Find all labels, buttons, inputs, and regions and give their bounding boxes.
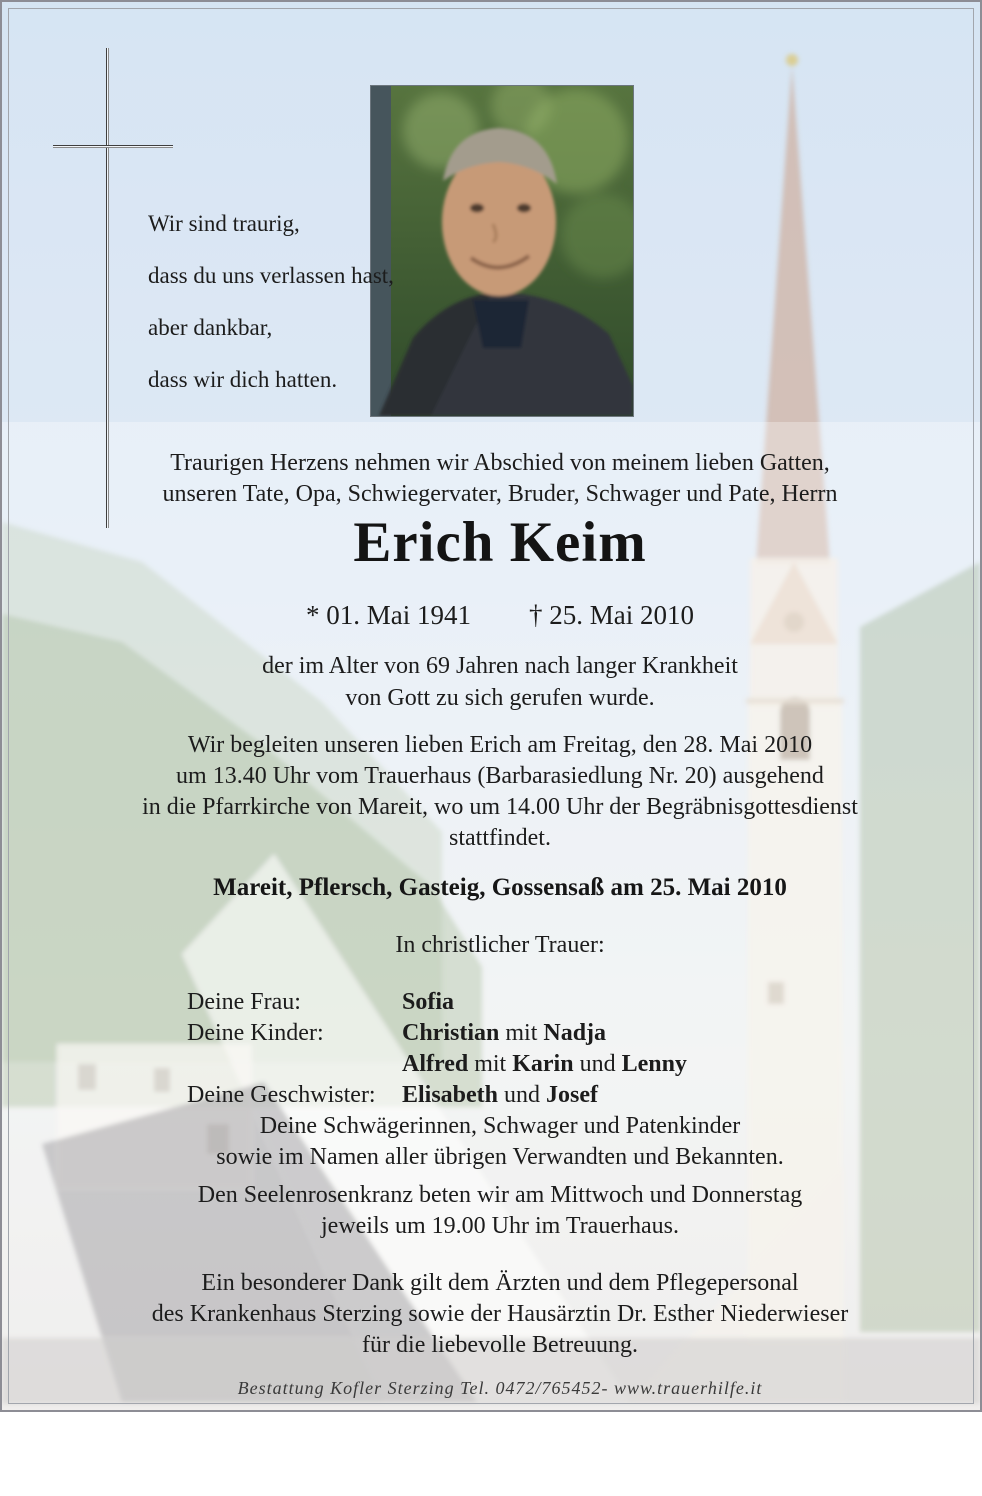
poem (148, 198, 394, 406)
intro-paragraph (32, 448, 968, 510)
family-names: Elisabeth und Josef (402, 1082, 599, 1108)
intro-line: Traurigen Herzens nehmen wir Abschied von meinem lieben Gatten, (170, 450, 830, 476)
family-relation-label (187, 1049, 402, 1080)
family-names: Christian mit Nadja (402, 1020, 607, 1046)
undertaker-footer: Bestattung Kofler Sterzing Tel. 0472/765452- www.trauerhilfe.it (237, 1378, 763, 1398)
relatives-line: Deine Schwägerinnen, Schwager und Patenkinder (259, 1113, 741, 1139)
family-names: Sofia (402, 989, 455, 1015)
funeral-line: in die Pfarrkirche von Mareit, wo um 14.00 Uhr der Begräbnisgottesdienst (142, 794, 858, 820)
death-date: † 25. Mai 2010 (529, 600, 694, 630)
family-relation-label: Deine Geschwister: (187, 1082, 376, 1108)
thanks-line: Ein besonderer Dank gilt dem Ärzten und dem Pflegepersonal (201, 1270, 799, 1296)
rosary-paragraph (32, 1180, 968, 1242)
funeral-line: stattfindet. (449, 825, 551, 851)
cross-horizontal-bar (53, 145, 173, 148)
birth-date: * 01. Mai 1941 (306, 600, 471, 630)
thanks-paragraph (32, 1268, 968, 1361)
family-row (187, 1080, 687, 1111)
deceased-name: Erich Keim (353, 511, 647, 574)
age-line: der im Alter von 69 Jahren nach langer Krankheit (262, 653, 738, 679)
family-relation-label: Deine Kinder: (187, 1020, 324, 1046)
funeral-line: Wir begleiten unseren lieben Erich am Freitag, den 28. Mai 2010 (187, 732, 813, 758)
age-paragraph (32, 650, 968, 714)
relatives-line: sowie im Namen aller übrigen Verwandten und Bekannten. (216, 1144, 784, 1170)
rosary-line: jeweils um 19.00 Uhr im Trauerhaus. (321, 1213, 679, 1239)
rosary-line: Den Seelenrosenkranz beten wir am Mittwoch und Donnerstag (197, 1182, 803, 1208)
family-names: Alfred mit Karin und Lenny (402, 1051, 687, 1077)
mourning-heading: In christlicher Trauer: (395, 932, 605, 958)
funeral-line: um 13.40 Uhr vom Trauerhaus (Barbarasiedlung Nr. 20) ausgehend (176, 763, 824, 789)
poem-line: dass wir dich hatten. (148, 367, 338, 392)
family-rows (187, 987, 687, 1111)
funeral-paragraph (32, 730, 968, 854)
poem-line: aber dankbar, (148, 315, 273, 340)
poem-line: Wir sind traurig, (148, 211, 300, 236)
family-relation-label: Deine Frau: (187, 989, 301, 1015)
family-row (187, 987, 687, 1018)
intro-line: unseren Tate, Opa, Schwiegervater, Bruder, Schwager und Pate, Herrn (162, 481, 838, 507)
thanks-line: des Krankenhaus Sterzing sowie der Hausärztin Dr. Esther Niederwieser (151, 1301, 849, 1327)
family-row (187, 1049, 687, 1080)
poem-line: dass du uns verlassen hast, (148, 263, 394, 288)
age-line: von Gott zu sich gerufen wurde. (345, 685, 655, 711)
family-row (187, 1018, 687, 1049)
portrait-photo (371, 86, 633, 416)
life-dates (32, 600, 968, 631)
places-date-line: Mareit, Pflersch, Gasteig, Gossensaß am 25. Mai 2010 (213, 874, 787, 901)
thanks-line: für die liebevolle Betreuung. (362, 1332, 638, 1358)
relatives-paragraph (32, 1111, 968, 1173)
